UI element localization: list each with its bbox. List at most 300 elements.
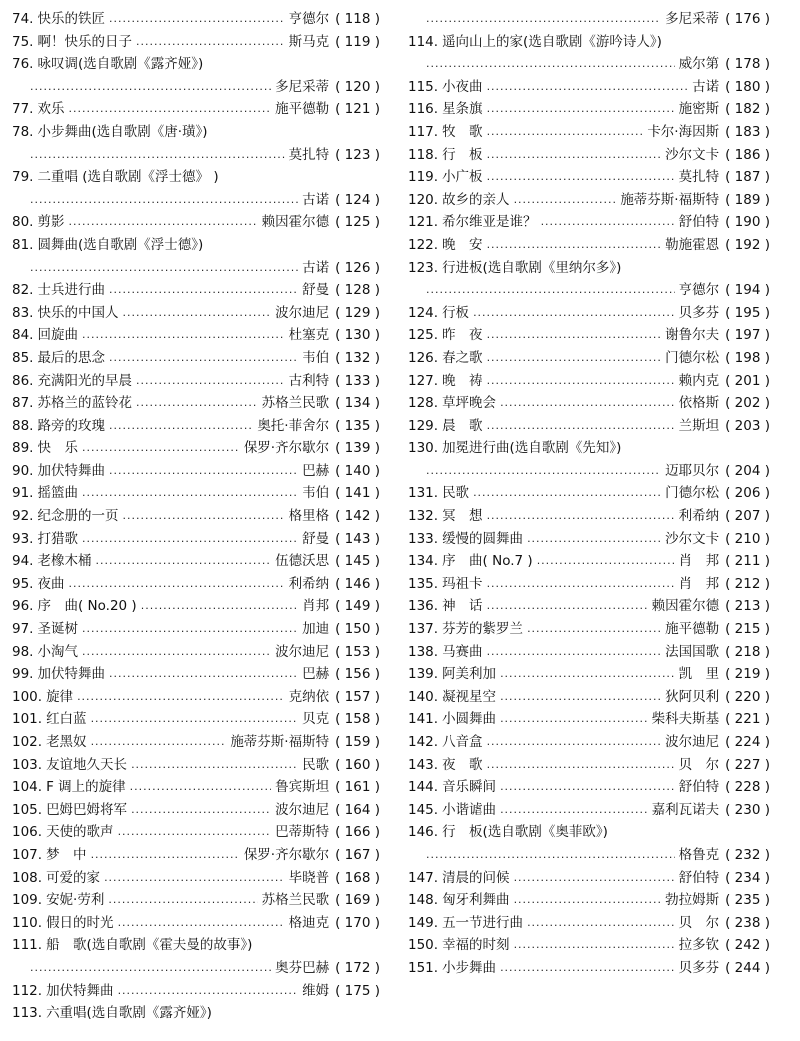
entry-title: 可爱的家 [46,869,101,886]
dot-leader [82,528,298,551]
toc-entry[interactable] [408,595,770,618]
entry-number: 133. [408,530,439,547]
entry-number: 78. [12,123,34,140]
entry-composer: 韦伯 [302,485,330,502]
toc-entry[interactable] [12,708,380,731]
entry-page-number: ( 235 ) [725,892,770,909]
entry-number: 112. [12,982,43,999]
entry-composer: 依格斯 [678,395,720,412]
toc-entry[interactable] [408,324,770,347]
entry-composer: 莫扎特 [678,169,720,186]
dot-leader [527,618,661,641]
entry-composer: 利希纳 [288,575,330,592]
toc-entry[interactable] [12,302,380,325]
entry-composer: 巴赫 [302,666,330,683]
entry-title: 加伏特舞曲 [46,982,114,999]
toc-entry[interactable] [408,189,770,212]
entry-title: 玛祖卡 [442,575,483,592]
dot-leader [514,889,662,912]
entry-page-number: ( 242 ) [725,937,770,954]
entry-title: 回旋曲 [37,327,78,344]
toc-entry[interactable] [12,867,380,890]
entry-composer: 莫扎特 [288,146,330,163]
entry-composer: 格鲁克 [678,846,720,863]
entry-number: 87. [12,395,34,412]
entry-number: 109. [12,892,43,909]
dot-leader [109,663,298,686]
entry-title: 故乡的亲人 [442,191,510,208]
entry-page-number: ( 129 ) [335,304,380,321]
toc-entry[interactable] [12,618,380,641]
toc-entry-heading[interactable] [12,53,380,76]
toc-entry-heading[interactable] [408,821,770,844]
toc-entry-heading[interactable] [12,1002,380,1025]
toc-entry[interactable] [12,889,380,912]
toc-entry[interactable] [408,708,770,731]
dot-leader [487,573,675,596]
entry-composer: 施蒂芬斯·福斯特 [620,191,720,208]
entry-number: 144. [408,779,439,796]
entry-title: 序 曲( No.7 ) [442,553,533,570]
entry-composer: 多尼采蒂 [665,11,720,27]
entry-title: 行板 [442,304,470,321]
entry-number: 95. [12,575,34,592]
entry-page-number: ( 189 ) [725,191,770,208]
entry-page-number: ( 207 ) [725,508,770,525]
entry-page-number: ( 190 ) [725,214,770,231]
entry-title: 船 歌(选自歌剧《霍夫曼的故事》) [46,937,253,954]
entry-title: 马赛曲 [442,643,483,660]
toc-entry[interactable] [408,641,770,664]
dot-leader [122,302,271,325]
toc-entry[interactable] [12,844,380,867]
entry-page-number: ( 146 ) [335,575,380,592]
entry-number: 136. [408,598,439,615]
entry-number: 123. [408,259,439,276]
toc-entry[interactable] [12,912,380,935]
dot-leader [82,482,298,505]
dot-leader [426,279,675,302]
dot-leader [487,166,675,189]
toc-entry[interactable] [12,437,380,460]
toc-entry-heading[interactable] [12,234,380,257]
entry-composer: 肖 邦 [678,575,720,592]
entry-page-number: ( 168 ) [335,869,380,886]
entry-number: 76. [12,56,34,73]
entry-page-number: ( 128 ) [335,282,380,299]
entry-composer: 利希纳 [678,508,720,525]
toc-entry[interactable] [408,799,770,822]
entry-number: 137. [408,621,439,638]
entry-number: 108. [12,869,43,886]
toc-entry[interactable] [408,166,770,189]
dot-leader [487,121,644,144]
toc-entry[interactable] [408,934,770,957]
entry-number: 124. [408,304,439,321]
entry-number: 126. [408,349,439,366]
entry-composer: 贝多芬 [678,959,720,976]
entry-number: 81. [12,236,34,253]
toc-entry[interactable] [12,528,380,551]
entry-composer: 凯 里 [678,666,720,683]
toc-entry[interactable] [408,686,770,709]
toc-entry[interactable] [12,776,380,799]
toc-entry[interactable] [408,370,770,393]
toc-entry[interactable] [408,347,770,370]
toc-entry-heading[interactable] [408,31,770,54]
entry-composer: 奥芬巴赫 [275,959,330,976]
toc-entry[interactable] [408,98,770,121]
toc-entry[interactable] [408,528,770,551]
entry-composer: 施平德勒 [665,621,720,638]
dot-leader [527,912,675,935]
entry-number: 130. [408,440,439,457]
entry-title: 八音盒 [442,734,483,750]
entry-composer: 肖 邦 [678,553,720,570]
entry-page-number: ( 150 ) [335,621,380,638]
entry-composer: 施平德勒 [275,101,330,118]
toc-entry[interactable] [12,31,380,54]
toc-entry[interactable] [408,731,770,754]
entry-title: 老黑奴 [46,734,87,750]
dot-leader [500,799,648,822]
entry-composer: 古诺 [302,259,330,276]
entry-composer: 杜塞克 [288,327,330,344]
entry-number: 99. [12,666,34,683]
entry-number: 101. [12,711,43,728]
toc-entry-heading[interactable] [12,934,380,957]
toc-entry-continuation[interactable] [12,957,380,980]
entry-page-number: ( 197 ) [725,327,770,344]
toc-entry[interactable] [408,482,770,505]
toc-entry[interactable] [408,234,770,257]
toc-entry-continuation[interactable] [408,844,770,867]
entry-composer: 舒伯特 [678,214,720,231]
entry-page-number: ( 149 ) [335,598,380,615]
entry-title: 晨 歌 [442,417,483,434]
toc-entry[interactable] [12,821,380,844]
dot-leader [487,324,662,347]
dot-leader [95,550,271,573]
entry-page-number: ( 170 ) [335,914,380,931]
toc-entry[interactable] [408,211,770,234]
entry-composer: 苏格兰民歌 [261,892,330,909]
dot-leader [426,8,661,31]
entry-composer: 克纳依 [288,688,330,705]
entry-page-number: ( 178 ) [725,56,770,73]
entry-title: 匈牙利舞曲 [442,892,510,909]
toc-entry[interactable] [408,776,770,799]
entry-number: 150. [408,937,439,954]
toc-entry-continuation[interactable] [12,189,380,212]
toc-entry-continuation[interactable] [408,53,770,76]
entry-title: 草坪晚会 [442,395,497,412]
toc-entry[interactable] [408,392,770,415]
dot-leader [541,211,675,234]
toc-entry[interactable] [12,347,380,370]
entry-page-number: ( 176 ) [725,11,770,27]
entry-number: 75. [12,33,34,50]
entry-number: 129. [408,417,439,434]
entry-composer: 舒伯特 [678,779,720,796]
entry-title: 啊！快乐的日子 [37,33,132,50]
entry-title: 五一节进行曲 [442,914,524,931]
entry-number: 145. [408,801,439,818]
entry-page-number: ( 120 ) [335,78,380,95]
toc-entry[interactable] [12,641,380,664]
entry-composer: 贝 尔 [678,914,720,931]
entry-number: 128. [408,395,439,412]
entry-title: 序 曲( No.20 ) [37,598,137,615]
dot-leader [487,370,675,393]
entry-number: 141. [408,711,439,728]
dot-leader [82,437,240,460]
entry-number: 116. [408,101,439,118]
entry-page-number: ( 135 ) [335,417,380,434]
toc-entry[interactable] [12,686,380,709]
toc-entry[interactable] [408,550,770,573]
toc-entry-continuation[interactable] [408,279,770,302]
toc-entry[interactable] [408,754,770,777]
toc-entry-continuation[interactable] [408,460,770,483]
entry-composer: 卡尔·海因斯 [647,123,720,140]
entry-page-number: ( 153 ) [335,643,380,660]
dot-leader [30,189,298,212]
entry-title: 红白蓝 [46,711,87,728]
dot-leader [68,211,257,234]
entry-title: 摇篮曲 [37,485,78,502]
entry-page-number: ( 221 ) [725,711,770,728]
entry-page-number: ( 201 ) [725,372,770,389]
entry-composer: 多尼采蒂 [275,78,330,95]
entry-title: 阿美利加 [442,666,497,683]
entry-number: 142. [408,734,439,750]
entry-title: 路旁的玫瑰 [37,417,105,434]
dot-leader [118,980,299,1003]
entry-page-number: ( 119 ) [335,33,380,50]
entry-title: 小谐谑曲 [442,801,497,818]
entry-title: 苏格兰的蓝铃花 [37,395,132,412]
dot-leader [68,573,284,596]
entry-composer: 勃拉姆斯 [665,892,720,909]
entry-title: 小步舞曲 [442,959,497,976]
dot-leader [118,821,272,844]
entry-composer: 贝多芬 [678,304,720,321]
entry-composer: 波尔迪尼 [665,734,720,750]
entry-composer: 赖因霍尔德 [651,598,720,615]
toc-entry-heading[interactable] [12,166,380,189]
entry-page-number: ( 182 ) [725,101,770,118]
entry-number: 93. [12,530,34,547]
toc-entry[interactable] [12,370,380,393]
toc-entry[interactable] [12,324,380,347]
toc-entry[interactable] [12,279,380,302]
toc-entry[interactable] [408,867,770,890]
toc-entry-continuation[interactable] [12,257,380,280]
toc-entry-continuation[interactable] [12,76,380,99]
toc-entry[interactable] [12,415,380,438]
dot-leader [91,731,227,754]
entry-number: 127. [408,372,439,389]
entry-number: 74. [12,11,34,27]
dot-leader [500,392,675,415]
entry-composer: 亨德尔 [288,11,330,27]
entry-title: 缓慢的圆舞曲 [442,530,524,547]
toc-column-right [408,8,770,980]
toc-entry[interactable] [408,415,770,438]
dot-leader [82,324,285,347]
entry-composer: 沙尔文卡 [665,530,720,547]
entry-page-number: ( 158 ) [335,711,380,728]
toc-entry[interactable] [408,302,770,325]
toc-entry[interactable] [12,754,380,777]
entry-composer: 嘉利瓦诺夫 [651,801,720,818]
entry-title: 最后的思念 [37,349,105,366]
entry-number: 140. [408,688,439,705]
entry-page-number: ( 132 ) [335,349,380,366]
entry-title: 咏叹调(选自歌剧《露齐娅》) [37,56,204,73]
entry-number: 100. [12,688,43,705]
entry-title: 快乐的铁匠 [37,11,105,27]
entry-number: 125. [408,327,439,344]
toc-entry[interactable] [12,980,380,1003]
entry-page-number: ( 212 ) [725,575,770,592]
toc-entry[interactable] [12,211,380,234]
toc-entry-continuation[interactable] [408,8,770,31]
entry-number: 135. [408,575,439,592]
entry-composer: 韦伯 [302,349,330,366]
toc-entry[interactable] [408,121,770,144]
dot-leader [487,641,662,664]
toc-entry[interactable] [408,957,770,980]
dot-leader [122,505,284,528]
toc-entry[interactable] [12,482,380,505]
entry-page-number: ( 219 ) [725,666,770,683]
entry-page-number: ( 143 ) [335,530,380,547]
entry-composer: 威尔第 [678,56,720,73]
toc-entry[interactable] [12,505,380,528]
dot-leader [426,460,661,483]
entry-page-number: ( 124 ) [335,191,380,208]
entry-composer: 波尔迪尼 [275,304,330,321]
entry-composer: 舒伯特 [678,869,720,886]
entry-title: 剪影 [37,214,65,231]
toc-entry[interactable] [12,731,380,754]
entry-page-number: ( 161 ) [335,779,380,796]
entry-composer: 伍德沃思 [275,553,330,570]
toc-entry-heading[interactable] [408,437,770,460]
entry-composer: 贝 尔 [678,756,720,773]
toc-entry[interactable] [12,460,380,483]
toc-entry[interactable] [408,618,770,641]
entry-title: 行 板(选自歌剧《奥菲欧》) [442,824,608,841]
entry-number: 92. [12,508,34,525]
entry-title: 假日的时光 [46,914,114,931]
entry-title: 音乐瞬间 [442,779,497,796]
entry-number: 114. [408,33,439,50]
entry-title: 春之歌 [442,349,483,366]
entry-number: 122. [408,236,439,253]
entry-composer: 沙尔文卡 [665,146,720,163]
dot-leader [136,31,285,54]
entry-title: 士兵进行曲 [37,282,105,299]
entry-page-number: ( 187 ) [725,169,770,186]
dot-leader [426,844,675,867]
toc-entry[interactable] [12,573,380,596]
dot-leader [91,708,299,731]
dot-leader [487,98,675,121]
dot-leader [527,528,661,551]
toc-entry[interactable] [408,76,770,99]
dot-leader [104,867,285,890]
toc-entry[interactable] [408,912,770,935]
entry-title: 夜 歌 [442,756,483,773]
entry-title: 加伏特舞曲 [37,462,105,479]
entry-number: 84. [12,327,34,344]
entry-composer: 门德尔松 [665,349,720,366]
entry-page-number: ( 172 ) [335,959,380,976]
entry-number: 115. [408,78,439,95]
entry-title: 二重唱 (选自歌剧《浮士德》 ) [37,169,219,186]
dot-leader [82,618,298,641]
entry-number: 120. [408,191,439,208]
entry-composer: 古利特 [288,372,330,389]
dot-leader [130,776,271,799]
toc-entry[interactable] [12,550,380,573]
toc-entry-continuation[interactable] [12,144,380,167]
toc-entry[interactable] [408,889,770,912]
entry-number: 132. [408,508,439,525]
toc-entry-heading[interactable] [408,257,770,280]
entry-composer: 拉多钦 [678,937,720,954]
dot-leader [136,370,285,393]
entry-page-number: ( 140 ) [335,462,380,479]
entry-number: 147. [408,869,439,886]
dot-leader [108,889,257,912]
entry-number: 121. [408,214,439,231]
toc-entry[interactable] [12,98,380,121]
entry-page-number: ( 126 ) [335,259,380,276]
entry-title: 天使的歌声 [46,824,114,841]
toc-entry[interactable] [12,392,380,415]
dot-leader [500,686,661,709]
entry-page-number: ( 121 ) [335,101,380,118]
entry-title: 老橡木桶 [37,553,92,570]
toc-entry[interactable] [408,144,770,167]
entry-title: 小淘气 [37,643,78,660]
toc-entry[interactable] [12,8,380,31]
toc-entry[interactable] [408,505,770,528]
entry-page-number: ( 218 ) [725,643,770,660]
toc-entry[interactable] [408,663,770,686]
toc-entry-heading[interactable] [12,121,380,144]
entry-title: 小夜曲 [442,78,483,95]
dot-leader [500,708,648,731]
dot-leader [487,505,675,528]
entry-title: 快 乐 [37,440,78,457]
entry-composer: 亨德尔 [678,282,720,299]
toc-entry[interactable] [12,799,380,822]
dot-leader [487,415,675,438]
entry-title: 小步舞曲(选自歌剧《唐·璜》) [37,123,208,140]
entry-page-number: ( 224 ) [725,734,770,750]
entry-number: 113. [12,1005,43,1022]
dot-leader [426,53,675,76]
toc-entry[interactable] [12,595,380,618]
toc-entry[interactable] [12,663,380,686]
entry-composer: 波尔迪尼 [275,643,330,660]
toc-entry[interactable] [408,573,770,596]
